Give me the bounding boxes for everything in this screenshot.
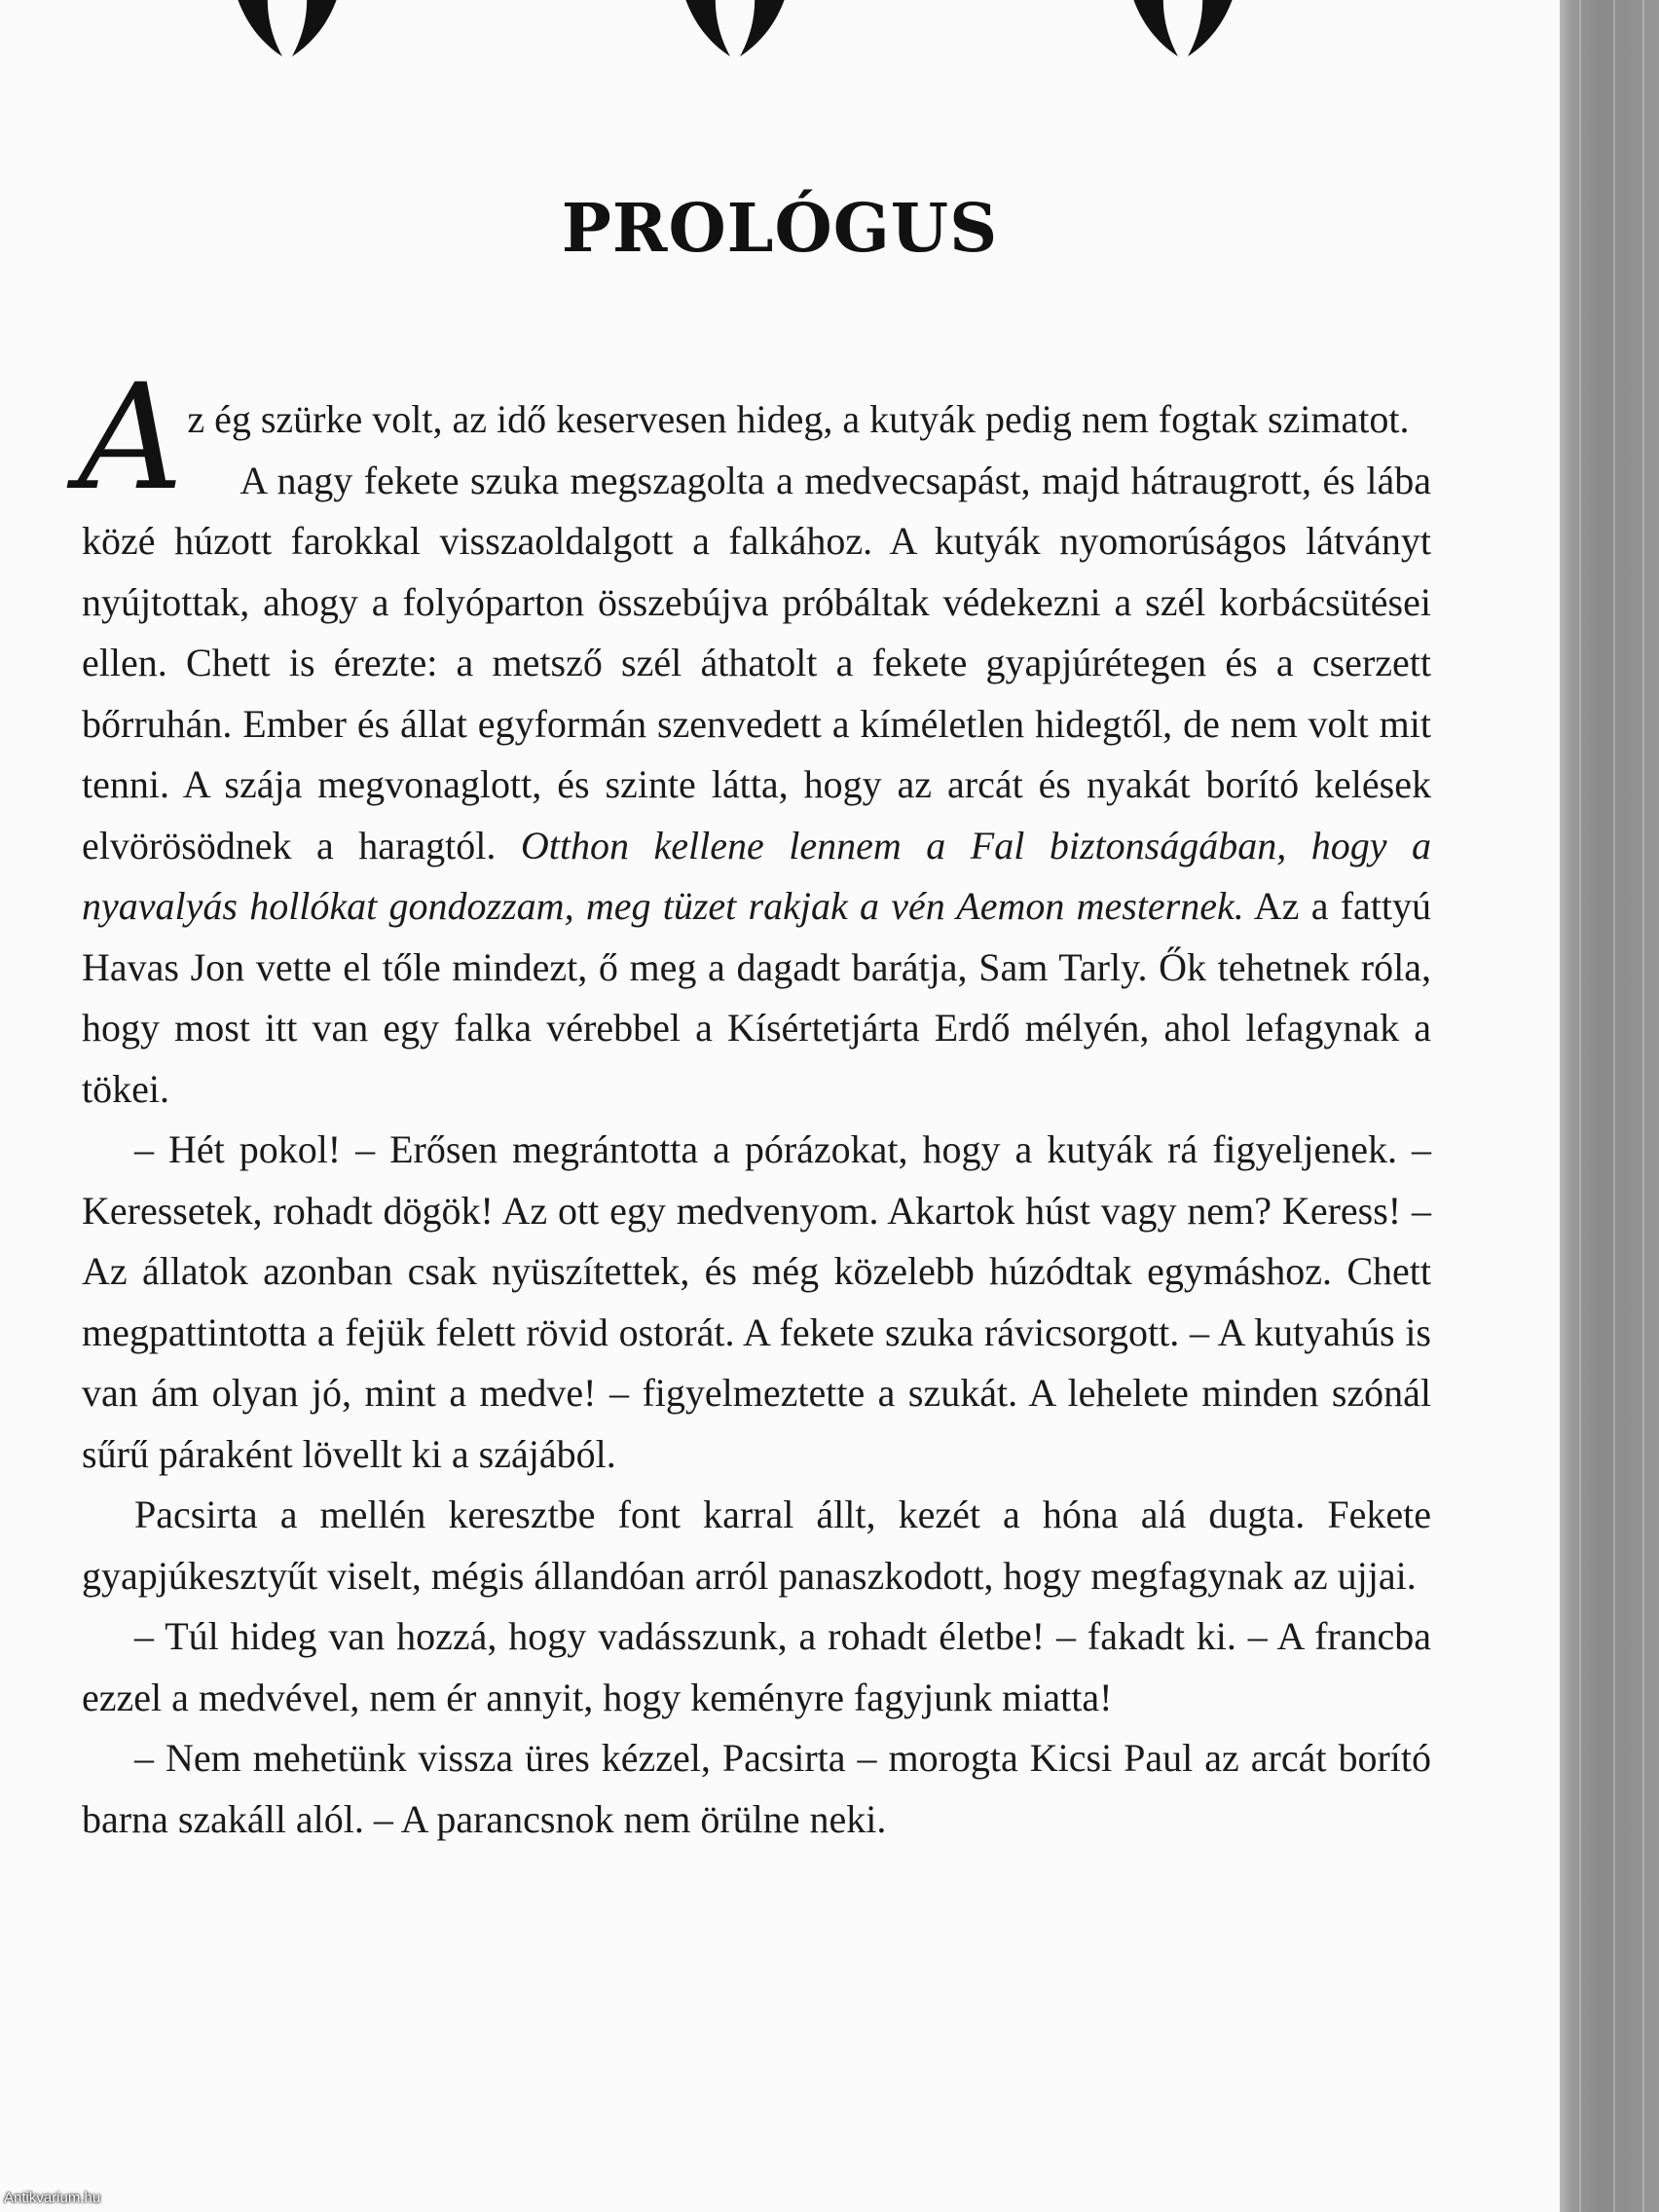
body-text bbox=[78, 353, 1432, 1850]
paragraph: – Túl hideg van hozzá, hogy vadásszunk, a rohadt életbe! – fakadt ki. – A francba ezzel a medvével, nem ér annyit, hogy keményre fagyjunk miatta! bbox=[82, 1614, 1431, 1719]
italic-thought: Otthon kellene lennem a Fal biztonságában, hogy a nyavalyás hollókat gondozzam, meg tüzet rakjak a vén Aemon mesternek. bbox=[82, 823, 1431, 928]
paragraph: A nagy fekete szuka megszagolta a medvecsapást, majd hátraugrott, és lába közé húzott farokkal visszaoldalgott a falkához. A kutyák nyomorúságos látványt nyújtottak, ahogy a folyóparton összebújva próbáltak védekezni a szél korbácsütései ellen. Chett is érezte: a metsző szél áthatolt a fekete gyapjúrétegen és a cserzett bőrruhán. Ember és állat egyformán szenvedett a kíméletlen hidegtől, de nem volt mit tenni. A szája megvonaglott, és szinte látta, hogy az arcát és nyakát borító kelések elvörösödnek a haragtól. Otthon kellene lennem a Fal biztonságában, hogy a nyavalyás hollókat gondozzam, meg tüzet rakjak a vén Aemon mesternek. Az a fattyú Havas Jon vette el tőle mindezt, ő meg a dagadt barátja, Sam Tarly. Ők tehetnek róla, hogy most itt van egy falka vérebbel a Kísértetjárta Erdő mélyén, ahol lefagynak a tökei. bbox=[82, 458, 1432, 1111]
paragraph: Pacsirta a mellén keresztbe font karral állt, kezét a hóna alá dugta. Fekete gyapjúkesztyűt viselt, mégis állandóan arról panaszkodott, hogy megfagynak az ujjai. bbox=[82, 1493, 1431, 1598]
edge-line bbox=[1642, 0, 1644, 2212]
edge-line bbox=[1579, 0, 1581, 2212]
ornament-icon bbox=[1120, 0, 1246, 58]
edge-line bbox=[1613, 0, 1615, 2212]
paragraph: Az ég szürke volt, az idő keservesen hideg, a kutyák pedig nem fogtak szimatot. bbox=[78, 353, 1410, 523]
chapter-title: PROLÓGUS bbox=[561, 190, 999, 268]
ornament-icon bbox=[672, 0, 798, 58]
paragraph: – Hét pokol! – Erősen megrántotta a pórázokat, hogy a kutyák rá figyeljenek. – Keressetek, rohadt dögök! Az ott egy medvenyom. Akartok húst vagy nem? Keress! – Az állatok azonban csak nyüszítettek, és még közelebb húzódtak egymáshoz. Chett megpattintotta a fejük felett rövid ostorát. A fekete szuka rávicsorgott. – A kutyahús is van ám olyan jó, mint a medve! – figyelmeztette a szukát. A lehelete minden szónál sűrű páraként lövellt ki a szájából. bbox=[82, 1127, 1431, 1476]
drop-cap: A bbox=[78, 353, 184, 523]
watermark: Antikvarium.hu bbox=[4, 2190, 101, 2206]
paragraph: – Nem mehetünk vissza üres kézzel, Pacsirta – morogta Kicsi Paul az arcát borító barna szakáll alól. – A parancsnok nem örülne neki. bbox=[82, 1736, 1431, 1841]
page-edge-shadow bbox=[1560, 0, 1659, 2212]
ornament-icon bbox=[224, 0, 350, 58]
